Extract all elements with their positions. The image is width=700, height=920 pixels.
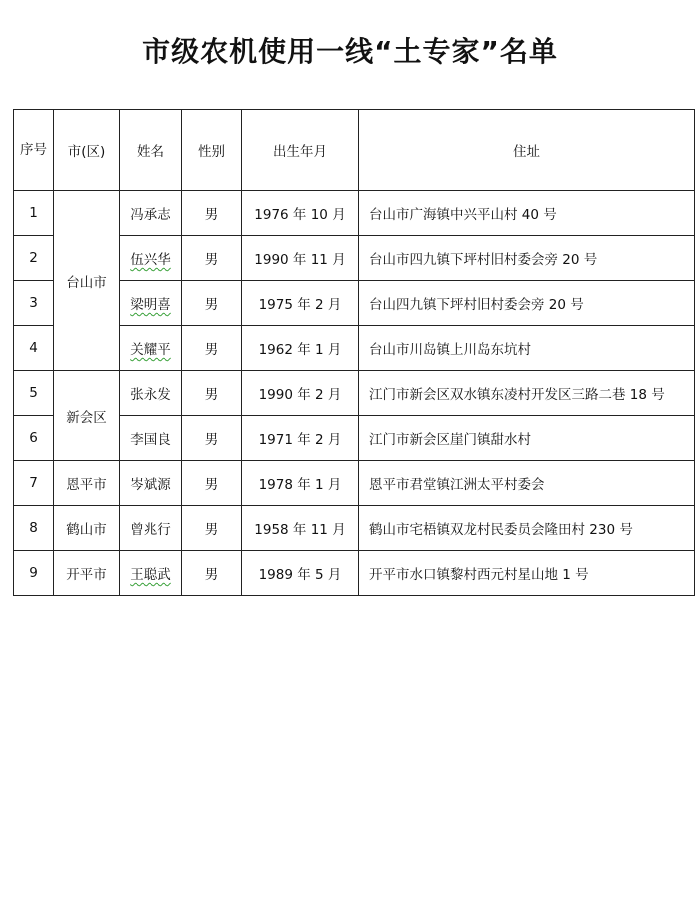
cell-seq: 5	[14, 371, 54, 416]
cell-gender: 男	[182, 236, 242, 281]
cell-address: 恩平市君堂镇江洲太平村委会	[359, 461, 695, 506]
cell-address: 开平市水口镇黎村西元村星山地 1 号	[359, 551, 695, 596]
cell-birth: 1962 年 1 月	[242, 326, 359, 371]
header-address: 住址	[359, 110, 695, 191]
cell-name	[120, 371, 182, 416]
cell-gender: 男	[182, 371, 242, 416]
cell-seq: 1	[14, 191, 54, 236]
header-seq: 序号	[14, 110, 54, 191]
cell-name-text: 岑斌源	[130, 477, 171, 493]
cell-seq: 2	[14, 236, 54, 281]
cell-seq: 8	[14, 506, 54, 551]
table-row	[14, 461, 695, 506]
cell-city: 新会区	[54, 371, 120, 461]
cell-name	[120, 551, 182, 596]
cell-name-text: 关耀平	[130, 342, 171, 358]
cell-name-text: 冯承志	[130, 207, 171, 223]
header-name: 姓名	[120, 110, 182, 191]
cell-name	[120, 191, 182, 236]
cell-name-text: 曾兆行	[130, 522, 171, 538]
cell-address: 台山市川岛镇上川岛东坑村	[359, 326, 695, 371]
cell-address: 江门市新会区崖门镇甜水村	[359, 416, 695, 461]
header-gender: 性别	[182, 110, 242, 191]
cell-gender: 男	[182, 506, 242, 551]
cell-address: 江门市新会区双水镇东凌村开发区三路二巷 18 号	[359, 371, 695, 416]
cell-seq: 9	[14, 551, 54, 596]
cell-birth: 1989 年 5 月	[242, 551, 359, 596]
cell-seq: 6	[14, 416, 54, 461]
cell-address: 鹤山市宅梧镇双龙村民委员会隆田村 230 号	[359, 506, 695, 551]
cell-name-text: 张永发	[130, 387, 171, 403]
cell-birth: 1958 年 11 月	[242, 506, 359, 551]
table-header-row	[14, 110, 695, 191]
page-title: 市级农机使用一线“土专家”名单	[142, 35, 558, 68]
cell-birth: 1971 年 2 月	[242, 416, 359, 461]
cell-seq: 7	[14, 461, 54, 506]
cell-seq: 4	[14, 326, 54, 371]
cell-gender: 男	[182, 461, 242, 506]
cell-city: 开平市	[54, 551, 120, 596]
cell-address: 台山市广海镇中兴平山村 40 号	[359, 191, 695, 236]
cell-name-text: 李国良	[130, 432, 171, 448]
table-row	[14, 506, 695, 551]
roster-table	[13, 109, 695, 596]
cell-city: 恩平市	[54, 461, 120, 506]
cell-seq: 3	[14, 281, 54, 326]
cell-name	[120, 236, 182, 281]
header-city: 市(区)	[54, 110, 120, 191]
cell-name	[120, 461, 182, 506]
cell-city: 鹤山市	[54, 506, 120, 551]
cell-birth: 1978 年 1 月	[242, 461, 359, 506]
cell-name	[120, 506, 182, 551]
cell-address: 台山四九镇下坪村旧村委会旁 20 号	[359, 281, 695, 326]
cell-gender: 男	[182, 326, 242, 371]
cell-gender: 男	[182, 281, 242, 326]
cell-name	[120, 281, 182, 326]
cell-name-text: 王聪武	[130, 567, 171, 583]
header-birth: 出生年月	[242, 110, 359, 191]
table-row	[14, 551, 695, 596]
cell-birth: 1975 年 2 月	[242, 281, 359, 326]
cell-name	[120, 416, 182, 461]
cell-name-text: 梁明喜	[130, 297, 171, 313]
table-row	[14, 191, 695, 236]
cell-gender: 男	[182, 551, 242, 596]
cell-name	[120, 326, 182, 371]
cell-name-text: 伍兴华	[130, 252, 171, 268]
cell-birth: 1990 年 2 月	[242, 371, 359, 416]
cell-birth: 1990 年 11 月	[242, 236, 359, 281]
cell-address: 台山市四九镇下坪村旧村委会旁 20 号	[359, 236, 695, 281]
cell-gender: 男	[182, 416, 242, 461]
cell-birth: 1976 年 10 月	[242, 191, 359, 236]
cell-gender: 男	[182, 191, 242, 236]
table-row	[14, 371, 695, 416]
cell-city: 台山市	[54, 191, 120, 371]
